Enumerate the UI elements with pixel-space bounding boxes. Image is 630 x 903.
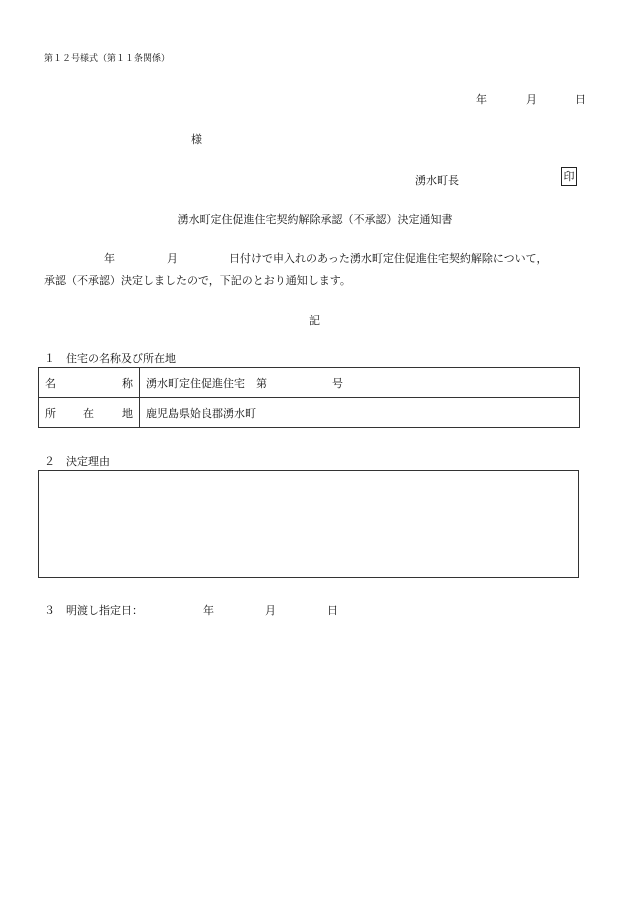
eviction-day-label: 日	[327, 604, 338, 617]
location-label-cell	[39, 398, 140, 428]
housing-info-table	[38, 367, 580, 428]
date-month-label: 月	[526, 93, 537, 106]
housing-name-value: 湧水町定住促進住宅 第	[146, 376, 267, 390]
name-label-char-2: 称	[122, 376, 133, 390]
name-label-char-1: 名	[45, 376, 56, 390]
seal-box: 印	[561, 167, 577, 186]
body-line-2: 承認（不承認）決定しましたので，下記のとおり通知します。	[44, 274, 351, 287]
document-title: 湧水町定住促進住宅契約解除承認（不承認）決定通知書	[177, 213, 453, 226]
eviction-month-label: 月	[265, 604, 276, 617]
eviction-year-label: 年	[203, 604, 214, 617]
location-label-char-3: 地	[122, 406, 133, 420]
section-1-heading: １ 住宅の名称及び所在地	[44, 352, 176, 365]
housing-location-value: 鹿児島県姶良郡湧水町	[146, 406, 256, 420]
date-year-label: 年	[476, 93, 487, 106]
location-value-cell	[140, 398, 580, 428]
date-day-label: 日	[575, 93, 586, 106]
section-2-heading: ２ 決定理由	[44, 455, 110, 468]
ki-heading: 記	[309, 314, 320, 327]
decision-reason-box	[38, 470, 579, 578]
name-label-cell	[39, 368, 140, 398]
section-3-heading: ３ 明渡し指定日：	[44, 604, 143, 617]
form-number: 第１２号様式（第１１条関係）	[44, 54, 171, 64]
recipient-suffix: 様	[191, 133, 202, 146]
table-row	[39, 398, 580, 428]
table-row	[39, 368, 580, 398]
body-month-label: 月	[167, 252, 178, 265]
issuer-name: 湧水町長	[415, 174, 459, 187]
housing-number-suffix: 号	[332, 376, 343, 390]
name-value-cell	[140, 368, 580, 398]
body-year-label: 年	[104, 252, 115, 265]
body-line-1-text: 日付けで申入れのあった湧水町定住促進住宅契約解除について，	[229, 252, 548, 265]
location-label-char-1: 所	[45, 406, 56, 420]
location-label-char-2: 在	[83, 406, 94, 420]
